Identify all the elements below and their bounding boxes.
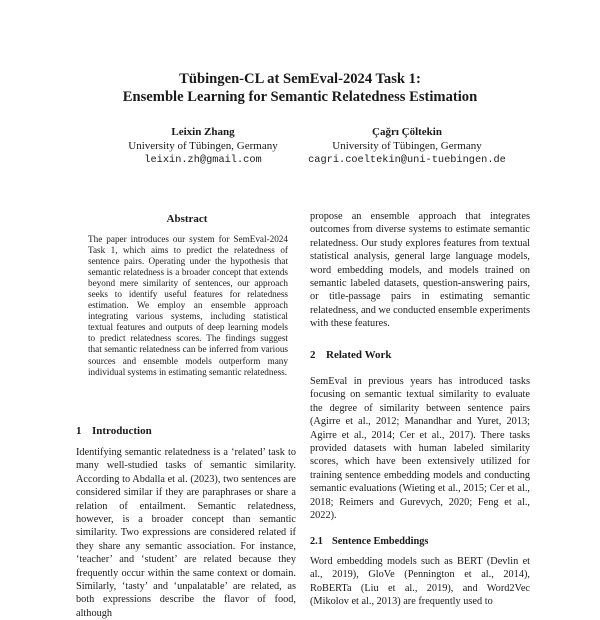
paragraph: propose an ensemble approach that integrates outcomes from diverse systems to estimate semantic relatedness. Our study explores features from textual statistical analysis, general large language models, word embedding models, and models trained on semantic labeled datasets, question-answering pairs, or title-passage pairs in estimating semantic relatedness, and we conducted ensemble experiments with these features.	[310, 211, 530, 330]
author-affiliation: University of Tübingen, Germany	[332, 140, 482, 152]
author-email: cagri.coeltekin@uni-tuebingen.de	[308, 154, 506, 166]
section-title: Related Work	[326, 349, 392, 361]
abstract-heading: Abstract	[166, 213, 208, 225]
abstract-text: The paper introduces our system for SemEval-2024 Task 1, which aims to predict the relatedness of sentence pairs. Operating under the hypothesis that semantic relatedness is a broader concept that extends beyond mere similarity of sentences, our approach seeks to identify useful features for relatedness estimation. We employ an ensemble approach integrating various systems, including statistical textual features and outputs of deep learning models to predict relatedness scores. The findings suggest that semantic relatedness can be inferred from various sources and ensemble models outperform many individual systems in estimating semantic relatedness.	[88, 234, 288, 377]
title-line-1: Tübingen-CL at SemEval-2024 Task 1:	[179, 71, 421, 87]
author-name: Leixin Zhang	[171, 126, 235, 138]
author-affiliation: University of Tübingen, Germany	[128, 140, 278, 152]
author-email: leixin.zh@gmail.com	[144, 154, 262, 166]
sentence-embeddings-text	[310, 555, 530, 609]
section-title: Introduction	[92, 425, 152, 437]
author-block-2	[287, 125, 527, 167]
section-heading-related-work	[310, 348, 392, 362]
section-heading-introduction	[76, 424, 152, 438]
paper-title	[0, 70, 600, 106]
right-column-intro-text	[310, 210, 530, 331]
introduction-text	[76, 446, 296, 620]
subsection-heading-sentence-embeddings	[310, 535, 428, 549]
author-name: Çağrı Çöltekin	[372, 126, 442, 138]
section-title: Sentence Embeddings	[332, 536, 429, 547]
related-work-text	[310, 375, 530, 522]
title-line-2: Ensemble Learning for Semantic Relatedness Estimation	[122, 89, 478, 105]
paragraph: SemEval in previous years has introduced tasks focusing on semantic textual similarity to evaluate the degree of similarity between sentence pairs (Agirre et al., 2012; Manandhar and Yuret, 2013; Agirre et al., 2014; Cer et al., 2017). There tasks provided datasets with human labeled similarity scores, which have been extensively utilized for training sentence embedding models and conducting semantic evaluations (Wieting et al., 2015; Cer et al., 2018; Reimers and Gurevych, 2020; Feng et al., 2022).	[310, 376, 530, 522]
section-number: 2.1	[310, 536, 323, 547]
paragraph: Identifying semantic relatedness is a ‘related’ task to many well-studied tasks of semantic similarity. According to Abdalla et al. (2023), two sentences are considered similar if they are paraphrases or share a relation of entailment. Semantic relatedness, however, is a broader concept than semantic similarity. Two expressions are considered related if they share any semantic association. For instance, ‘teacher’ and ‘student’ are related because they frequently occur within the same context or domain. Similarly, ‘tasty’ and ‘unpalatable’ are related, as both expressions describe the flavor of food, although	[76, 447, 296, 619]
paragraph: Word embedding models such as BERT (Devlin et al., 2019), GloVe (Pennington et al., 2014), RoBERTa (Liu et al., 2019), and Word2Vec (Mikolov et al., 2013) are frequently used to	[310, 556, 530, 608]
section-number: 1	[76, 425, 82, 437]
section-number: 2	[310, 349, 316, 361]
